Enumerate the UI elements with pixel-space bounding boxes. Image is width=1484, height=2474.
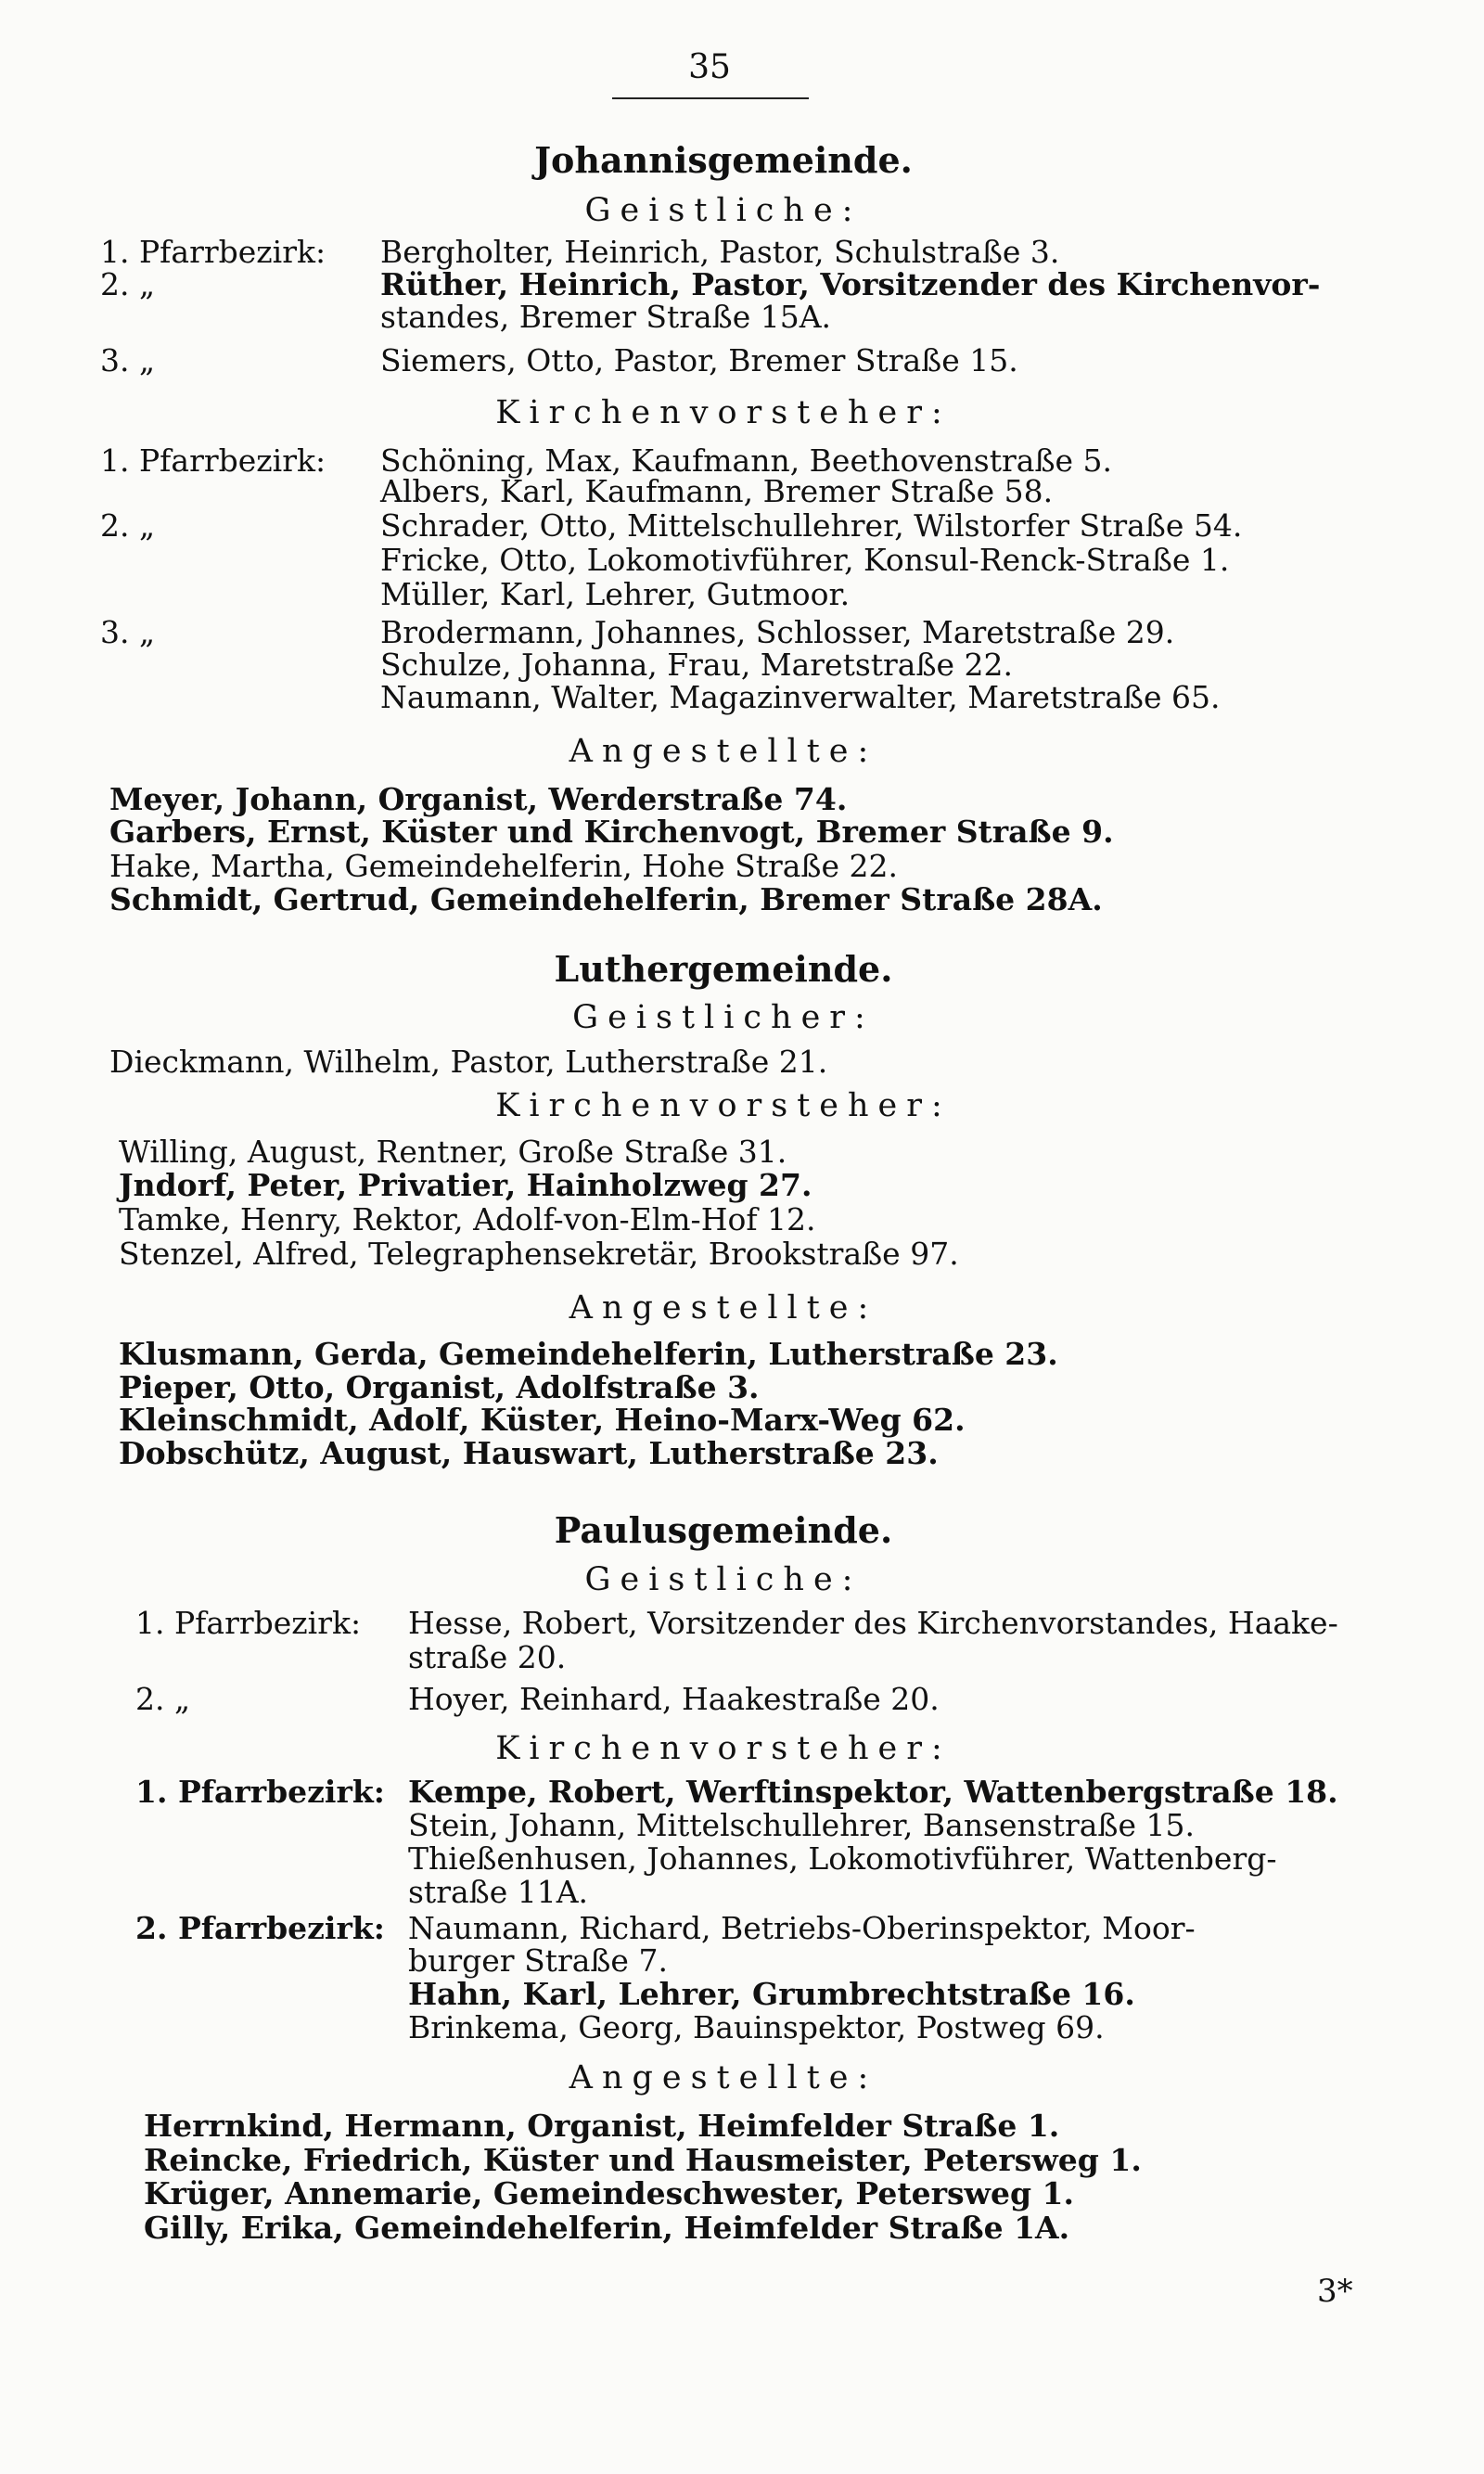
entry-text: Stenzel, Alfred, Telegraphensekretär, Brookstraße 97. (119, 1236, 959, 1272)
entry-text: Willing, August, Rentner, Große Straße 31. (119, 1134, 787, 1170)
entry-text: Albers, Karl, Kaufmann, Bremer Straße 58. (380, 473, 1054, 509)
entry-text: Thießenhusen, Johannes, Lokomotivführer, Wattenberg- (408, 1840, 1277, 1877)
entry-text: Müller, Karl, Lehrer, Gutmoor. (380, 576, 851, 612)
entry-text: Schrader, Otto, Mittelschullehrer, Wilstorfer Straße 54. (380, 507, 1243, 544)
entry-text: Reincke, Friedrich, Küster und Hausmeister, Petersweg 1. (144, 2142, 1142, 2178)
entry-text: Hesse, Robert, Vorsitzender des Kirchenvorstandes, Haake- (408, 1605, 1338, 1641)
heading-kirchenvorsteher: Kirchenvorsteher: (495, 1730, 952, 1767)
entry-text: Herrnkind, Hermann, Organist, Heimfelder Straße 1. (144, 2108, 1060, 2144)
entry-label: 1. Pfarrbezirk: (100, 234, 326, 270)
section-title-luther: Luthergemeinde. (554, 948, 893, 990)
entry-text: Brinkema, Georg, Bauinspektor, Postweg 69. (408, 2009, 1105, 2045)
entry-text: Pieper, Otto, Organist, Adolfstraße 3. (119, 1369, 760, 1405)
entry-text: Hake, Martha, Gemeindehelferin, Hohe Straße 22. (109, 848, 898, 884)
entry-text: Brodermann, Johannes, Schlosser, Maretstraße 29. (380, 614, 1175, 650)
heading-angestellte: Angestellte: (569, 1289, 878, 1327)
entry-label: 2. Pfarrbezirk: (135, 1910, 385, 1946)
entry-text: straße 11A. (408, 1874, 589, 1910)
entry-text: Dobschütz, August, Hauswart, Lutherstraße 23. (119, 1435, 939, 1471)
entry-text: Siemers, Otto, Pastor, Bremer Straße 15. (380, 342, 1018, 378)
entry-text: Kempe, Robert, Werftinspektor, Wattenbergstraße 18. (408, 1774, 1338, 1810)
entry-text: Rüther, Heinrich, Pastor, Vorsitzender des Kirchenvor- (380, 266, 1321, 302)
entry-text: Bergholter, Heinrich, Pastor, Schulstraße 3. (380, 234, 1060, 270)
header-rule (612, 97, 809, 99)
entry-text: Schulze, Johanna, Frau, Maretstraße 22. (380, 647, 1014, 683)
entry-text: Naumann, Richard, Betriebs-Oberinspektor, Moor- (408, 1910, 1196, 1946)
heading-kirchenvorsteher: Kirchenvorsteher: (495, 1087, 952, 1124)
heading-geistlicher: Geistlicher: (572, 999, 875, 1036)
entry-label: 3. „ (100, 342, 156, 378)
entry-text: standes, Bremer Straße 15A. (380, 299, 832, 335)
entry-text: Schmidt, Gertrud, Gemeindehelferin, Bremer Straße 28A. (109, 881, 1103, 917)
page-number: 35 (688, 48, 731, 86)
entry-label: 2. „ (100, 507, 156, 544)
entry-text: Hahn, Karl, Lehrer, Grumbrechtstraße 16. (408, 1976, 1135, 2012)
entry-text: Naumann, Walter, Magazinverwalter, Maretstraße 65. (380, 679, 1221, 715)
heading-angestellte: Angestellte: (569, 733, 878, 770)
section-title-johannis: Johannisgemeinde. (534, 139, 913, 181)
entry-text: Hoyer, Reinhard, Haakestraße 20. (408, 1681, 940, 1717)
heading-angestellte: Angestellte: (569, 2059, 878, 2096)
signature-mark: 3* (1317, 2273, 1353, 2310)
heading-geistliche: Geistliche: (584, 192, 863, 229)
entry-text: Garbers, Ernst, Küster und Kirchenvogt, Bremer Straße 9. (109, 814, 1114, 850)
section-title-paulus: Paulusgemeinde. (554, 1509, 893, 1551)
entry-text: Klusmann, Gerda, Gemeindehelferin, Lutherstraße 23. (119, 1336, 1058, 1372)
entry-text: Meyer, Johann, Organist, Werderstraße 74. (109, 781, 848, 817)
heading-kirchenvorsteher: Kirchenvorsteher: (495, 394, 952, 431)
entry-text: Krüger, Annemarie, Gemeindeschwester, Petersweg 1. (144, 2175, 1074, 2211)
entry-label: 2. „ (135, 1681, 191, 1717)
entry-text: burger Straße 7. (408, 1942, 668, 1979)
entry-text: Schöning, Max, Kaufmann, Beethovenstraße 5. (380, 442, 1112, 479)
entry-text: Fricke, Otto, Lokomotivführer, Konsul-Renck-Straße 1. (380, 542, 1230, 578)
entry-label: 2. „ (100, 266, 156, 302)
entry-label: 1. Pfarrbezirk: (100, 442, 326, 479)
entry-text: Dieckmann, Wilhelm, Pastor, Lutherstraße 21. (109, 1044, 828, 1080)
entry-text: Stein, Johann, Mittelschullehrer, Bansenstraße 15. (408, 1807, 1195, 1843)
heading-geistliche: Geistliche: (584, 1561, 863, 1598)
entry-label: 1. Pfarrbezirk: (135, 1605, 362, 1641)
entry-label: 3. „ (100, 614, 156, 650)
entry-text: Jndorf, Peter, Privatier, Hainholzweg 27. (119, 1167, 812, 1203)
entry-text: Kleinschmidt, Adolf, Küster, Heino-Marx-Weg 62. (119, 1402, 966, 1438)
entry-label: 1. Pfarrbezirk: (135, 1774, 385, 1810)
entry-text: Gilly, Erika, Gemeindehelferin, Heimfelder Straße 1A. (144, 2210, 1070, 2246)
entry-text: Tamke, Henry, Rektor, Adolf-von-Elm-Hof 12. (119, 1201, 816, 1237)
entry-text: straße 20. (408, 1639, 567, 1675)
